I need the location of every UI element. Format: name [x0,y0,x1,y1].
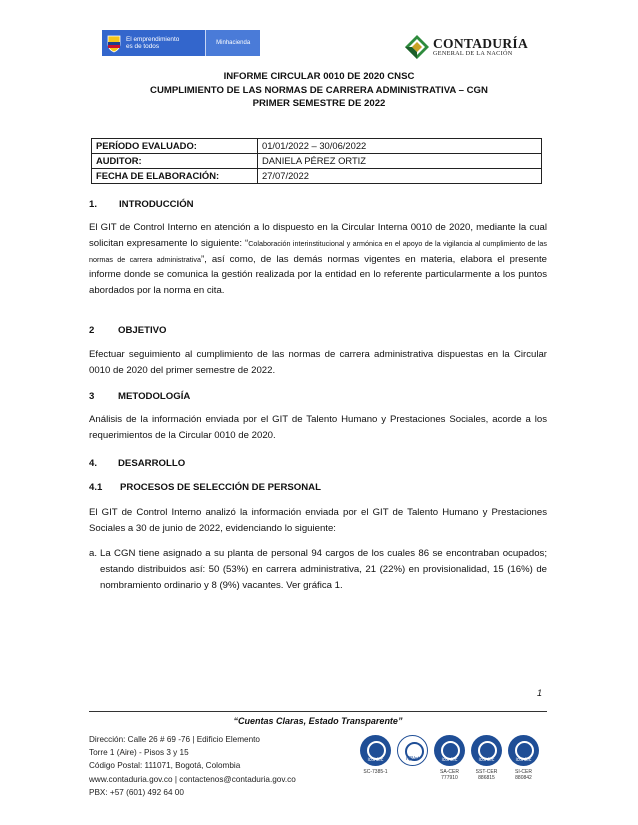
cert-code: SC-7385-1 [363,769,388,775]
icontec-badge-icon: icontec [434,735,465,766]
table-row [92,154,542,169]
section-number: 1. [89,199,98,210]
footer-motto: “Cuentas Claras, Estado Transparente” [233,716,403,726]
section-number: 4.1 [89,482,103,493]
introduccion-text-a: El GIT de Control Interno en atención a lo dispuesto en la Circular Interna 0010 de 2020, mediante la cual solicitan expresamente lo siguiente: “ [89,222,547,249]
address-line: Torre 1 (Aire) - Pisos 3 y 15 [89,748,189,758]
footer-divider [89,711,547,712]
procesos-seleccion-paragraph: El GIT de Control Interno analizó la información enviada por el GIT de Talento Humano y Prestaciones Sociales a 30 de junio de 2022, evidenciando lo siguiente: [89,507,547,534]
table-row [92,169,542,184]
certification-logo [508,735,539,797]
report-title-block [80,70,558,111]
report-info-table [91,138,542,184]
section-number: 3 [89,391,95,402]
certification-logo [360,735,391,797]
minhacienda-label: Minhacienda [205,30,260,56]
page-number: 1 [537,688,543,698]
gov-logo-main [102,30,205,56]
info-value: 01/01/2022 – 30/06/2022 [258,139,542,154]
report-title-line3: PRIMER SEMESTRE DE 2022 [252,98,386,109]
section-title: PROCESOS DE SELECCIÓN DE PERSONAL [120,482,321,493]
icontec-badge-icon: icontec [471,735,502,766]
info-value: 27/07/2022 [258,169,542,184]
list-marker: a. [89,548,98,559]
gov-logo-line2: es de todos [126,43,160,50]
objetivo-paragraph: Efectuar seguimiento al cumplimiento de las normas de carrera administrativa dispuestas en la Circular 0010 de 2020 del primer semestre de 2022. [89,349,547,376]
address-line: PBX: +57 (601) 492 64 00 [89,787,184,797]
cert-code: SST-CER 886815 [475,769,498,781]
table-row [92,139,542,154]
cgn-emblem-icon [404,34,430,60]
colombia-shield-icon [106,33,122,53]
address-line: www.contaduria.gov.co | contactenos@contaduria.gov.co [89,774,296,784]
section-title: INTRODUCCIÓN [119,199,194,210]
certification-logo [397,735,428,797]
section-title: METODOLOGÍA [118,391,191,402]
address-line: Código Postal: 111071, Bogotá, Colombia [89,761,241,771]
introduccion-text-b: ”, así como, de las demás normas vigentes en materia, elabora el presente informe donde se comunica la gestión realizada por la entidad en lo referente particularmente a los puntos abordados por la norma en cita. [89,253,548,297]
metodologia-paragraph: Análisis de la información enviada por el GIT de Talento Humano y Prestaciones Sociales, acorde a los requerimientos de la Circular 0010 de 2020. [89,414,547,441]
introduccion-quote: Colaboración interinstitucional y armónica en el apoyo de la vigilancia al cumplimiento de las normas de carrera administrativa [89,238,547,264]
gobierno-logo [102,30,260,56]
report-title-line2: CUMPLIMIENTO DE LAS NORMAS DE CARRERA ADMINISTRATIVA – CGN [150,84,488,96]
contaduria-logo [404,32,538,62]
report-title-line1: INFORME CIRCULAR 0010 DE 2020 CNSC [223,71,415,82]
gov-logo-line1: El emprendimiento [126,36,180,43]
section-number: 4. [89,458,98,469]
section-number: 2 [89,325,95,336]
info-label: AUDITOR: [92,154,258,169]
cgn-logo-subtitle: GENERAL DE LA NACIÓN [433,49,513,57]
list-item-text: La CGN tiene asignado a su planta de personal 94 cargos de los cuales 86 se encontraban ocupados; estando distribuidos así: 50 (53%) en carrera administrativa, 21 (22%) en provisionalidad, 15 (16%) de nombramiento ordinario y 8 (9%) vacantes. Ver gráfica 1. [100,548,547,591]
cgn-logo-title: CONTADURÍA [433,35,529,51]
section-title: OBJETIVO [118,325,167,336]
section-title: DESARROLLO [118,458,186,469]
footer-address [89,733,296,799]
icontec-badge-icon: icontec [508,735,539,766]
icontec-badge-icon: icontec [360,735,391,766]
address-line: Dirección: Calle 26 # 69 -76 | Edificio Elemento [89,735,260,744]
info-value: DANIELA PÉREZ ORTIZ [258,154,542,169]
info-label: FECHA DE ELABORACIÓN: [92,169,258,184]
cert-code: SI-CER 880842 [515,769,532,781]
info-label: PERÍODO EVALUADO: [92,139,258,154]
certification-logos [360,735,550,797]
certification-logo [434,735,465,797]
cert-code: SA-CER 777910 [440,769,459,781]
iqnet-badge-icon: IQNet [397,735,428,766]
introduccion-paragraph [89,220,547,299]
certification-logo [471,735,502,797]
